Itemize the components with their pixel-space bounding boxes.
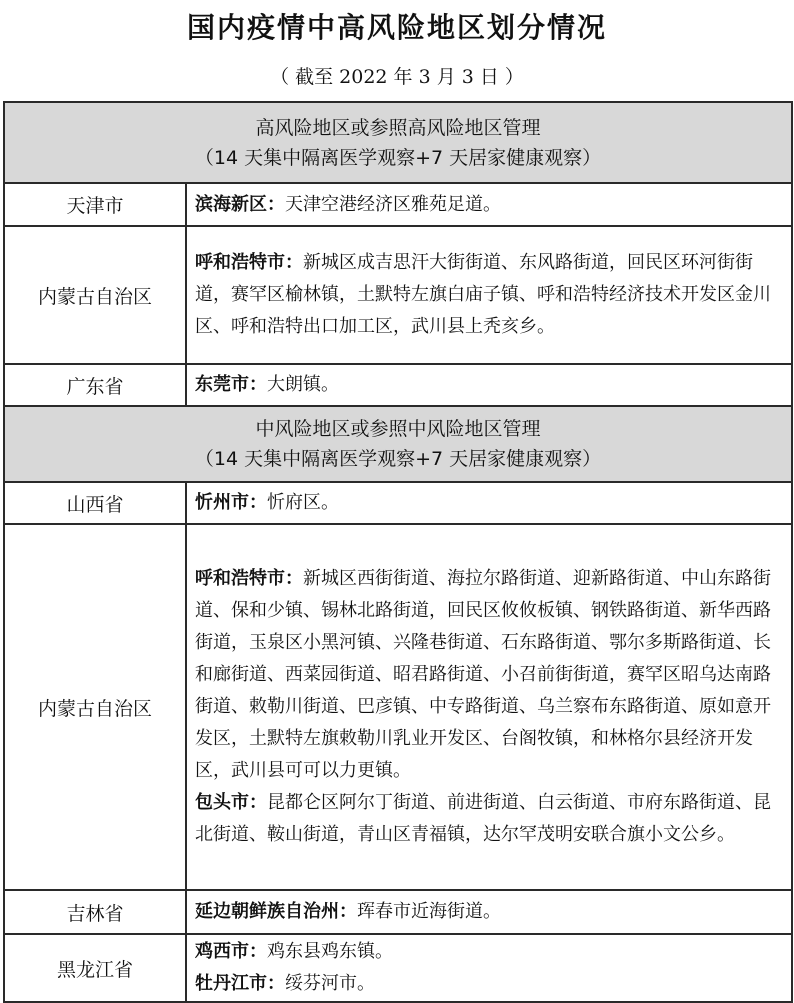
city-label: 鸡西市： [195,941,267,962]
area-list: 昆都仑区阿尔丁街道、前进街道、白云街道、市府东路街道、昆北街道、鞍山街道，青山区青福镇，达尔罕茂明安联合旗小文公乡。 [195,792,771,845]
risk-area-table [3,101,793,1003]
city-label: 滨海新区： [195,193,285,215]
area-list: 忻府区。 [267,492,339,513]
province-cell: 山西省 [4,482,186,524]
city-label: 牡丹江市： [195,973,285,994]
table-row [4,890,792,934]
page-title: 国内疫情中高风险地区划分情况 [186,11,607,44]
area-list: 鸡东县鸡东镇。 [267,941,393,962]
areas-cell [186,183,792,226]
province-cell: 天津市 [4,183,186,226]
areas-cell [186,890,792,934]
section-header-cell [4,102,792,183]
section-heading: 高风险地区或参照高风险地区管理 [255,116,541,139]
area-list: 绥芬河市。 [285,973,375,994]
table-row [4,482,792,524]
city-label: 呼和浩特市： [195,252,303,273]
city-label: 包头市： [195,792,267,813]
area-list: 珲春市近海街道。 [357,901,501,922]
date-subtitle: （ 截至 2022 年 3 月 3 日 ） [270,66,524,88]
areas-cell [186,226,792,364]
area-list: 新城区西街街道、海拉尔路街道、迎新路街道、中山东路街道、保和少镇、锡林北路街道，回民区攸攸板镇、钢铁路街道、新华西路街道，玉泉区小黑河镇、兴隆巷街道、石东路街道、鄂尔多斯路街道、长和廊街道、西菜园街道、昭君路街道、小召前街街道，赛罕区昭乌达南路街道、敕勒川街道、巴彦镇、中专路街道、乌兰察布东路街道、原如意开发区，土默特左旗敕勒川乳业开发区、台阁牧镇，和林格尔县经济开发区，武川县可可以力更镇。 [195,568,771,781]
section-note: （14 天集中隔离医学观察+7 天居家健康观察） [194,146,602,169]
province-cell: 内蒙古自治区 [4,226,186,364]
area-list: 新城区成吉思汗大街街道、东风路街道，回民区环河街街道，赛罕区榆林镇，土默特左旗白庙子镇、呼和浩特经济技术开发区金川区、呼和浩特出口加工区，武川县上秃亥乡。 [195,252,771,337]
city-label: 延边朝鲜族自治州： [195,901,357,922]
areas-cell [186,364,792,406]
area-list: 天津空港经济区雅苑足道。 [285,193,501,215]
province-cell: 广东省 [4,364,186,406]
table-row [4,226,792,364]
city-label: 东莞市： [195,374,267,395]
table-row [4,364,792,406]
province-cell: 吉林省 [4,890,186,934]
area-list: 大朗镇。 [267,374,339,395]
section-header-cell [4,406,792,482]
city-label: 忻州市： [195,492,267,513]
section-heading: 中风险地区或参照中风险地区管理 [255,418,541,440]
table-row [4,524,792,890]
medium-risk-section-header [4,406,792,482]
areas-cell [186,934,792,1002]
areas-cell [186,482,792,524]
table-row [4,183,792,226]
section-note: （14 天集中隔离医学观察+7 天居家健康观察） [194,448,602,470]
table-row [4,934,792,1002]
high-risk-section-header [4,102,792,183]
province-cell: 内蒙古自治区 [4,524,186,890]
areas-cell [186,524,792,890]
province-cell: 黑龙江省 [4,934,186,1002]
city-label: 呼和浩特市： [195,568,303,589]
